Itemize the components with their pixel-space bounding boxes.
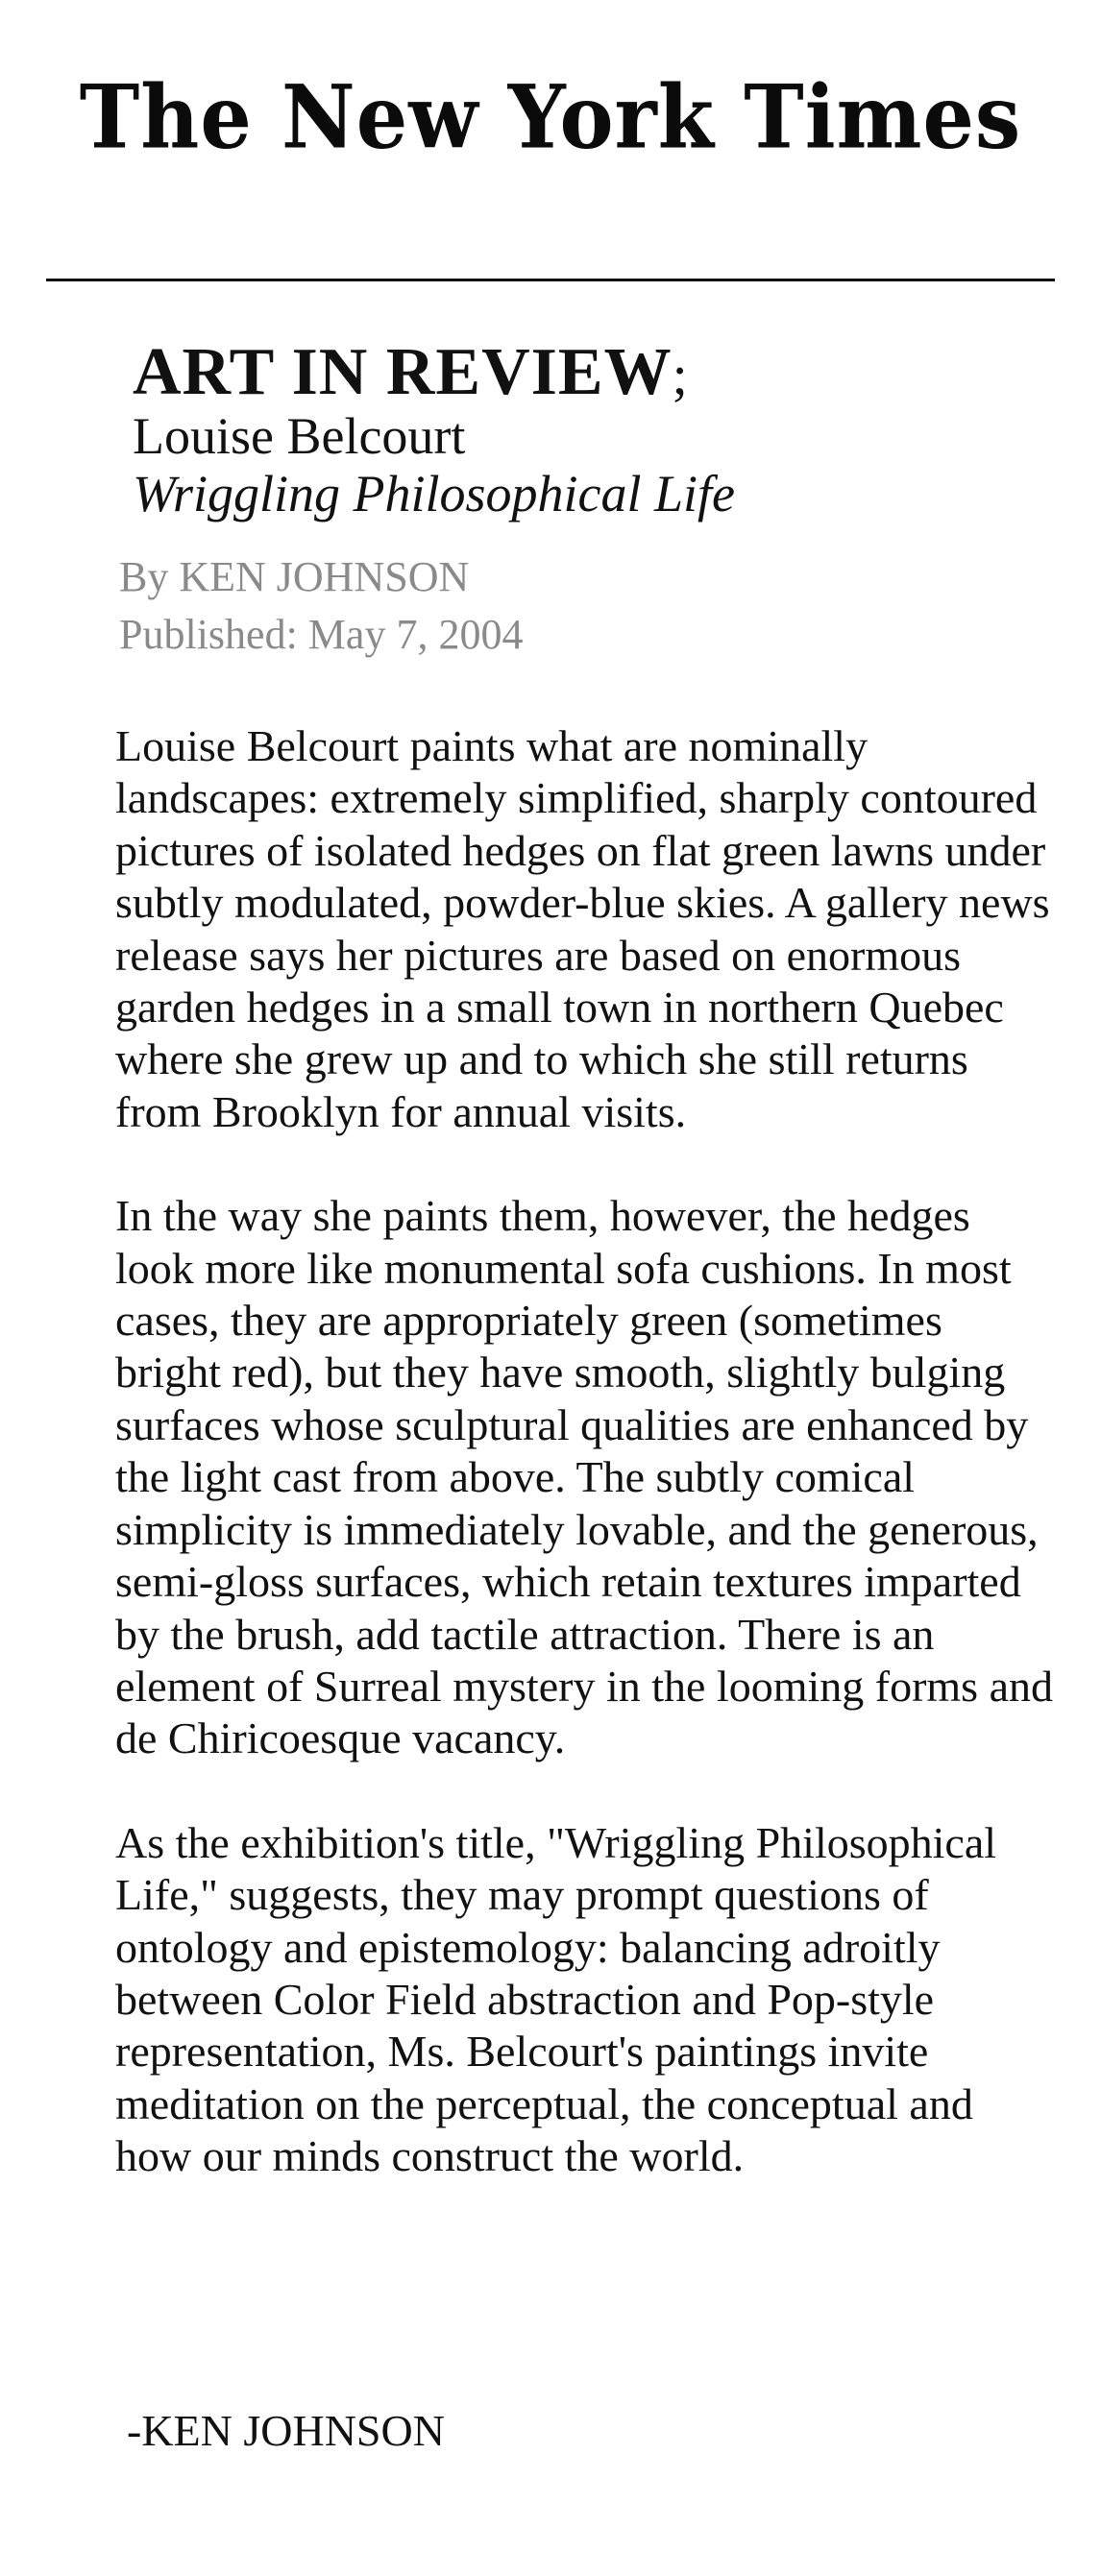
article-paragraph: In the way she paints them, however, the hedges look more like monumental sofa cushions. In most cases, they are appropriately green (sometimes bright red), but they have smooth, slightly bulging surfaces whose sculptural qualities are enhanced by the light cast from above. The subtly comical simplicity is immediately lovable, and the generous, semi-gloss surfaces, which retain textures imparted by the brush, add tactile attraction. There is an element of Surreal mystery in the looming forms and de Chiricoesque vacancy. (115, 1191, 1053, 1763)
publish-date: Published: May 7, 2004 (119, 611, 524, 658)
article-subheadline: Wriggling Philosophical Life (133, 465, 736, 522)
byline: By KEN JOHNSON (119, 553, 470, 600)
header-divider (46, 279, 1055, 281)
article-headline: Louise Belcourt (133, 407, 466, 465)
author-signoff: -KEN JOHNSON (127, 2406, 445, 2455)
article-kicker (133, 334, 688, 414)
article-paragraph: Louise Belcourt paints what are nominally landscapes: extremely simplified, sharply contoured pictures of isolated hedges on flat green lawns under subtly modulated, powder-blue skies. A gallery news release says her pictures are based on enormous garden hedges in a small town in northern Quebec where she grew up and to which she still returns from Brooklyn for annual visits. (115, 721, 1050, 1136)
article-paragraph: As the exhibition's title, "Wriggling Philosophical Life," suggests, they may prompt questions of ontology and epistemology: balancing adroitly between Color Field abstraction and Pop-style representation, Ms. Belcourt's paintings invite meditation on the perceptual, the conceptual and how our minds construct the world. (115, 1817, 997, 2181)
masthead-logo: The New York Times (79, 65, 1022, 168)
kicker-label: ART IN REVIEW (133, 335, 673, 409)
kicker-separator: ; (672, 344, 688, 406)
article-body (115, 720, 1057, 2235)
